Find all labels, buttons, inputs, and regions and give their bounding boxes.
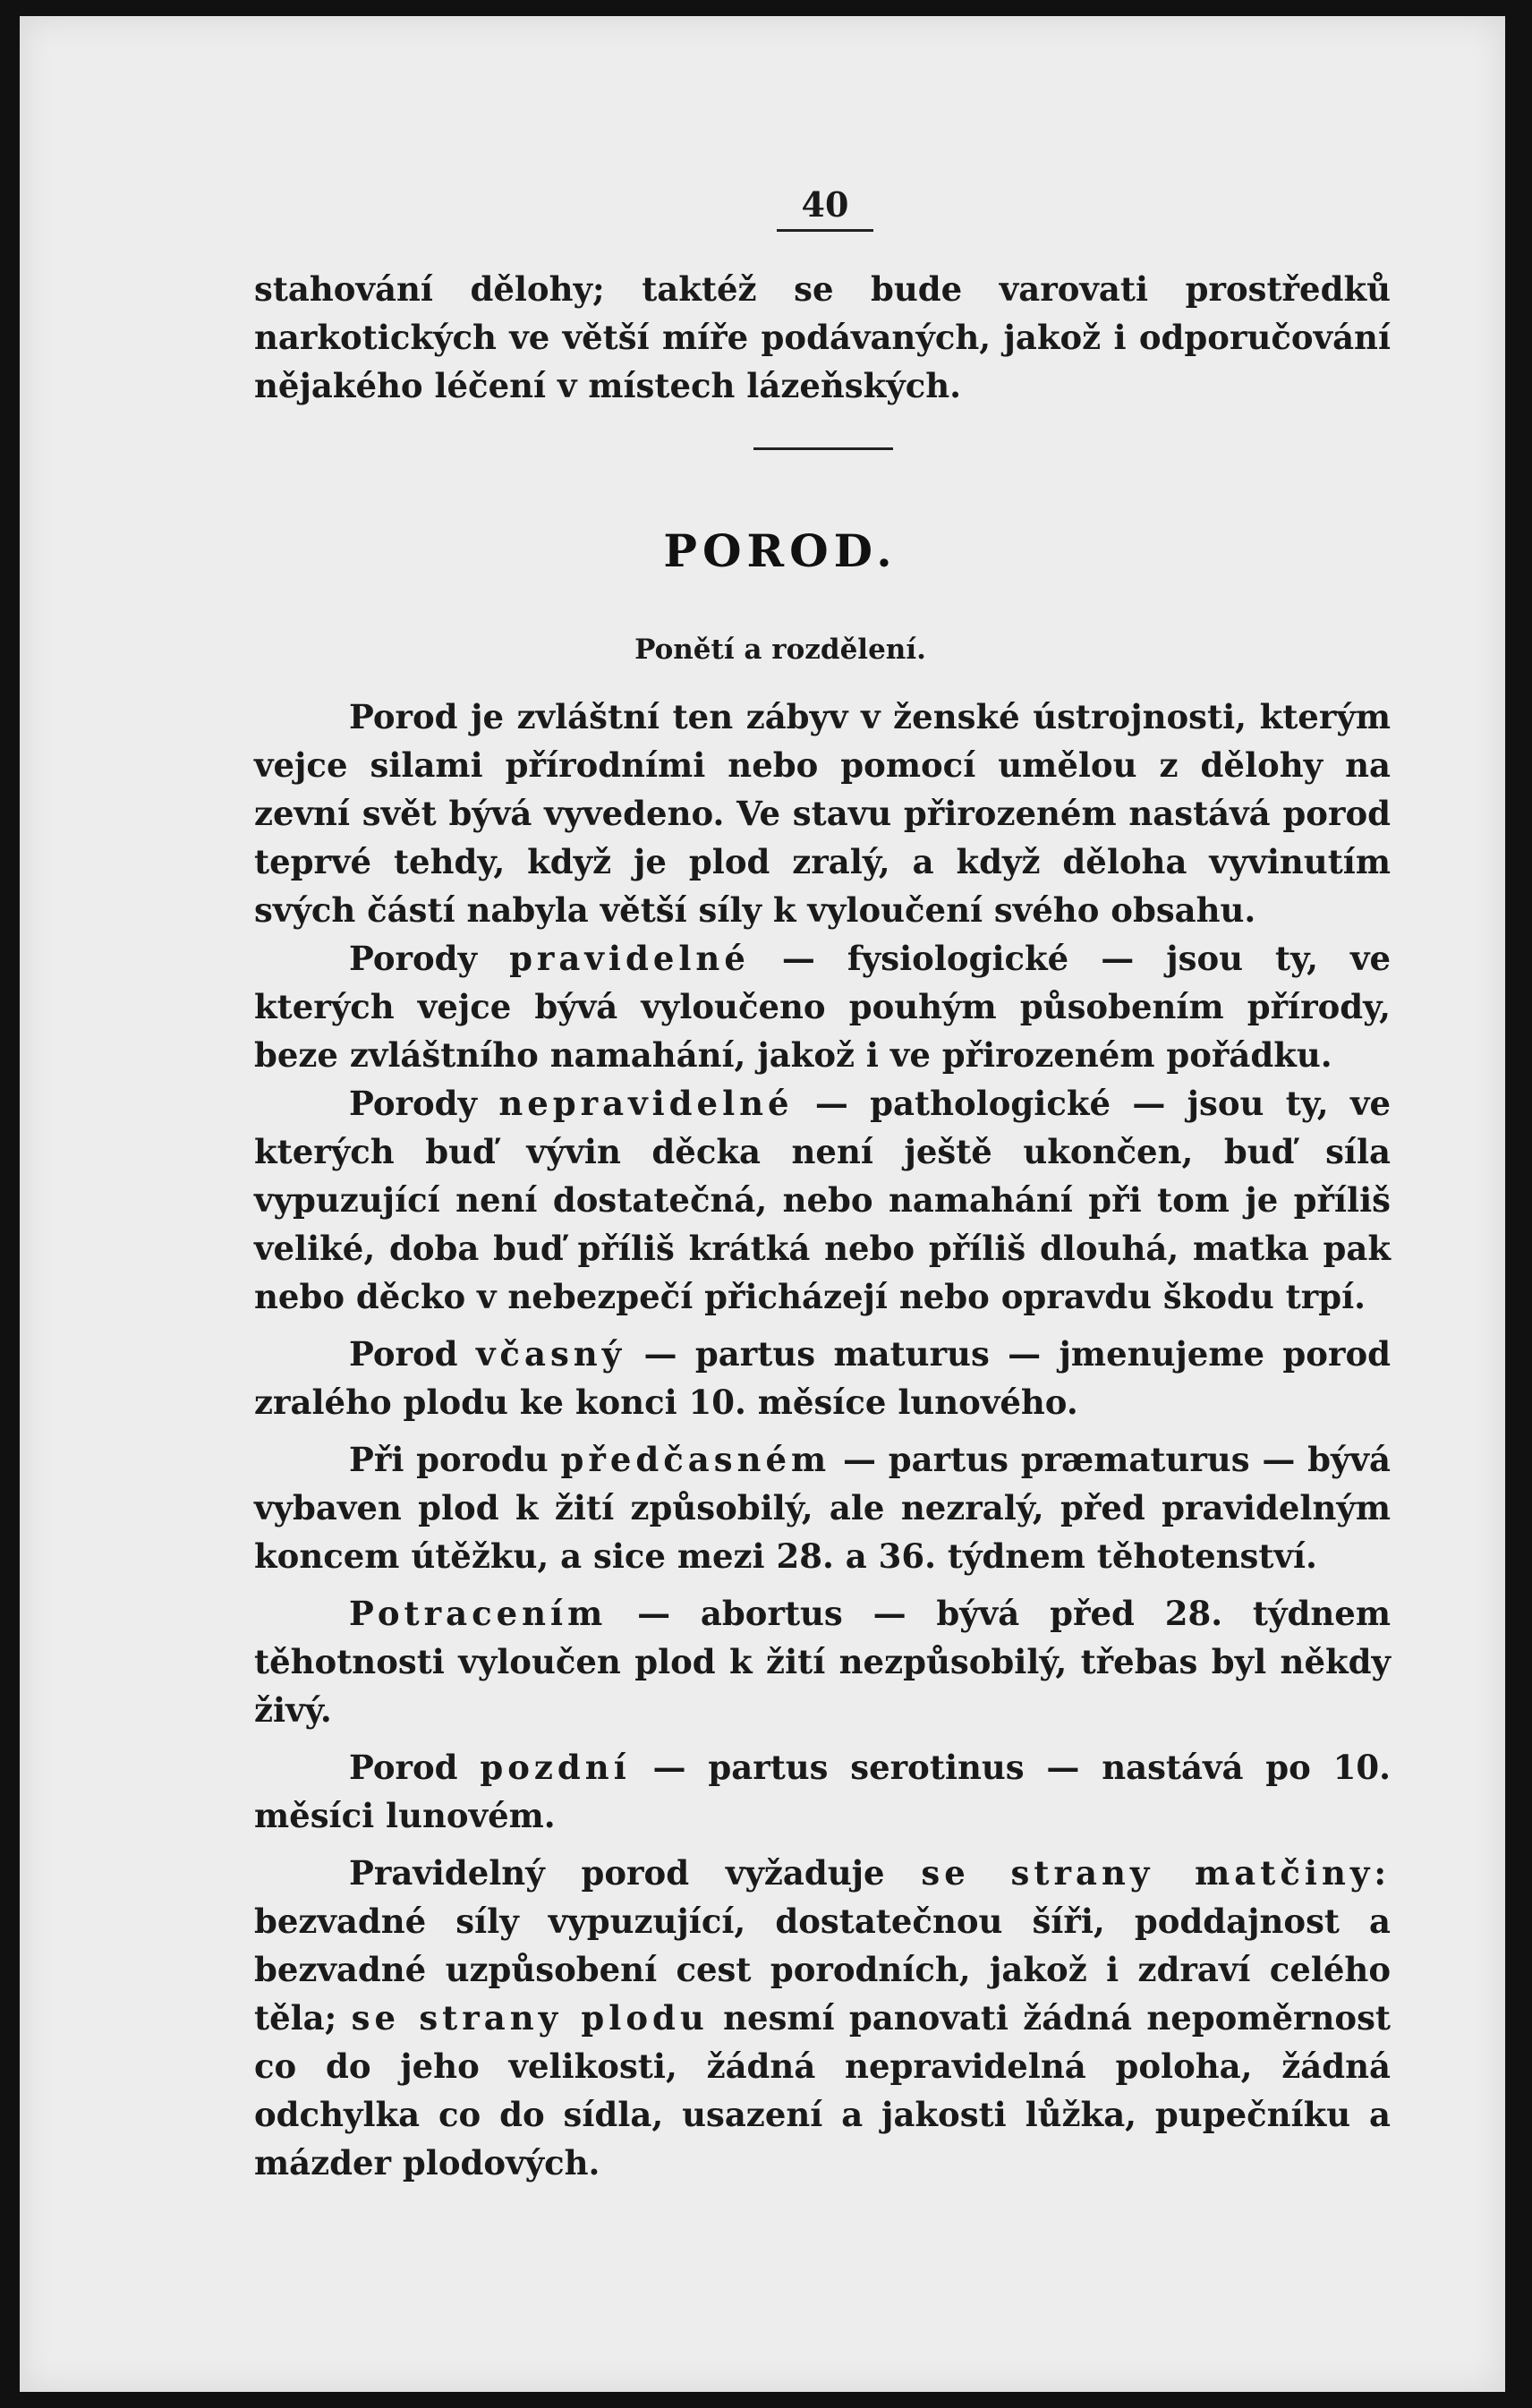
paragraph-abortion xyxy=(254,1589,1391,1734)
text-run: — partus præmaturus — bývá vybaven plod k žití způsobilý, ale nezralý, před pravidelným koncem útěžku, a sice mezi 28. a 36. týdnem těhotenství. xyxy=(254,1440,1391,1576)
text-run: Porod xyxy=(349,1748,481,1787)
spaced-term: se strany matčiny: xyxy=(921,1853,1392,1893)
paragraph-premature-birth xyxy=(254,1435,1391,1580)
spaced-term: Potracením xyxy=(349,1594,608,1633)
text-run: nesmí panovati žádná nepoměrnost co do jeho velikosti, žádná nepravidelná poloha, žádná odchylka co do sídla, usazení a jakosti lůžka, pupečníku a mázder plodových. xyxy=(254,1998,1391,2183)
body-text-block xyxy=(254,693,1391,2187)
spaced-term: nepravidelné xyxy=(498,1084,794,1123)
text-run: — partus maturus — jmenujeme porod zralého plodu ke konci 10. měsíce lunového. xyxy=(254,1334,1391,1422)
page-number: 40 xyxy=(801,184,849,225)
text-run: — fysiologické — jsou ty, ve kterých vejce bývá vyloučeno pouhým působením přírody, beze zvláštního namahání, jakož i ve přirozeném pořádku. xyxy=(254,939,1392,1075)
book-page xyxy=(20,16,1505,2392)
intro-text-block xyxy=(254,265,1391,410)
text-run: Pravidelný porod vyžaduje xyxy=(349,1853,922,1893)
section-title: POROD. xyxy=(663,524,898,577)
spaced-term: předčasném xyxy=(560,1440,831,1479)
text-run: — abortus — bývá před 28. týdnem těhotnosti vyloučen plod k žití nezpůsobilý, třebas byl někdy živý. xyxy=(254,1594,1391,1730)
paragraph-requirements xyxy=(254,1849,1391,2187)
text-run: Porody xyxy=(349,1084,499,1123)
paragraph-definition: Porod je zvláštní ten zábyv v ženské ústrojnosti, kterým vejce silami přírodními nebo pomocí umělou z dělohy na zevní svět bývá vyvedeno. Ve stavu přirozeném nastává porod teprvé tehdy, když je plod zralý, a když děloha vyvinutím svých částí nabyla větší síly k vyloučení svého obsahu. xyxy=(254,697,1391,930)
spaced-term: se strany plodu xyxy=(351,1998,709,2038)
intro-paragraph: stahování dělohy; taktéž se bude varovati prostředků narkotických ve větší míře podávaných, jakož i odporučování nějakého léčení v místech lázeňských. xyxy=(254,269,1391,405)
page-number-rule xyxy=(777,229,873,232)
section-divider xyxy=(753,447,893,450)
text-run: — pathologické — jsou ty, ve kterých buď vývin děcka není ještě ukončen, buď síla vypuzující není dostatečná, nebo namahání při tom je příliš veliké, doba buď příliš krátká nebo příliš dlouhá, matka pak nebo děcko v nebezpečí přicházejí nebo opravdu škodu trpí. xyxy=(254,1084,1391,1316)
spaced-term: včasný xyxy=(475,1334,626,1374)
text-run: Porody xyxy=(349,939,510,978)
text-run: Porod xyxy=(349,1334,476,1374)
paragraph-irregular-births xyxy=(254,1079,1391,1321)
text-run: Při porodu xyxy=(349,1440,561,1479)
section-subtitle: Ponětí a rozdělení. xyxy=(634,634,926,666)
spaced-term: pozdní xyxy=(480,1748,631,1787)
spaced-term: pravidelné xyxy=(509,939,750,978)
paragraph-late-birth xyxy=(254,1743,1391,1840)
text-run: — partus serotinus — nastává po 10. měsíci lunovém. xyxy=(254,1748,1391,1835)
text-run: bezvadné síly vypuzující, dostatečnou šíři, poddajnost a bezvadné uzpůsobení cest porodních, jakož i zdraví celého těla; xyxy=(254,1902,1391,2038)
paragraph-timely-birth xyxy=(254,1330,1391,1426)
paragraph-regular-births xyxy=(254,934,1391,1079)
